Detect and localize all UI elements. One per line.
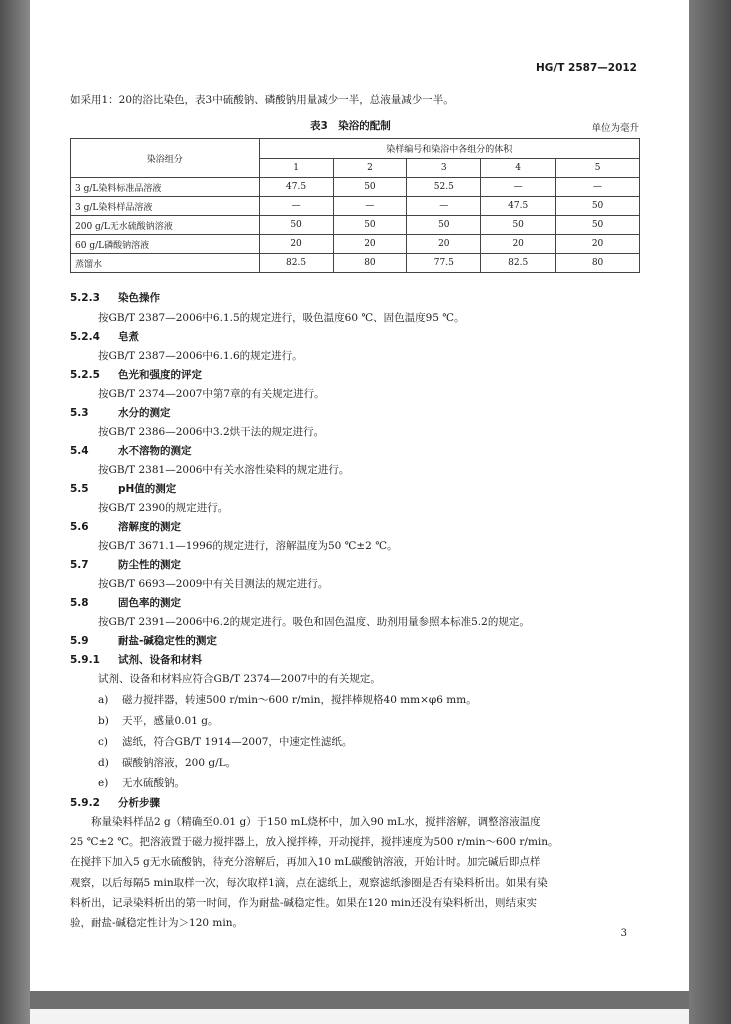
section-number: 5.6 <box>70 521 89 533</box>
section-heading <box>70 633 217 648</box>
column-header: 5 <box>556 159 640 178</box>
section-title: 皂煮 <box>118 331 139 343</box>
section-number: 5.9 <box>70 635 89 647</box>
table-cell: 20 <box>259 235 333 254</box>
list-marker: e) <box>98 777 109 789</box>
scan-right-border <box>689 0 731 1024</box>
section-title: 溶解度的测定 <box>118 521 181 533</box>
table-cell: 20 <box>407 235 481 254</box>
table-cell: 47.5 <box>481 197 556 216</box>
section-title: 防尘性的测定 <box>118 559 181 571</box>
list-marker: d) <box>98 757 109 769</box>
table-cell: 50 <box>556 216 640 235</box>
row-label: 200 g/L无水硫酸钠溶液 <box>71 216 260 235</box>
table-row-header: 染浴组分 <box>71 139 260 178</box>
section-heading <box>70 652 202 667</box>
list-item <box>98 713 218 728</box>
list-text: 碳酸钠溶液，200 g/L。 <box>122 757 237 769</box>
section-number: 5.3 <box>70 407 89 419</box>
section-number: 5.2.5 <box>70 369 100 381</box>
section-body: 按GB/T 2386—2006中3.2烘干法的规定进行。 <box>98 426 325 438</box>
section-number: 5.7 <box>70 559 89 571</box>
row-label: 60 g/L磷酸钠溶液 <box>71 235 260 254</box>
table-cell: 52.5 <box>407 178 481 197</box>
section-number: 5.5 <box>70 483 89 495</box>
table-cell: 77.5 <box>407 254 481 273</box>
page-number: 3 <box>620 928 627 939</box>
table-cell: 50 <box>481 216 556 235</box>
section-title: 染色操作 <box>118 292 160 304</box>
section-number: 5.4 <box>70 445 89 457</box>
table-cell: 20 <box>481 235 556 254</box>
section-title: 水分的测定 <box>118 407 171 419</box>
table-cell: 20 <box>556 235 640 254</box>
paragraph-line: 25 ℃±2 ℃。把溶液置于磁力搅拌器上，放入搅拌棒，开动搅拌，搅拌速度为500 r/min～600 r/min。 <box>70 836 559 849</box>
row-label: 3 g/L染料样品溶液 <box>71 197 260 216</box>
section-heading <box>70 519 181 534</box>
section-body: 按GB/T 2374—2007中第7章的有关规定进行。 <box>98 388 325 400</box>
list-item <box>98 775 185 790</box>
list-item <box>98 692 477 707</box>
section-body: 试剂、设备和材料应符合GB/T 2374—2007中的有关规定。 <box>98 673 381 685</box>
section-title: 分析步骤 <box>118 797 160 809</box>
list-marker: a) <box>98 694 109 706</box>
table-row <box>71 197 640 216</box>
table-cell: 80 <box>556 254 640 273</box>
section-heading <box>70 367 202 382</box>
table-row <box>71 178 640 197</box>
list-item <box>98 734 352 749</box>
table-cell: 20 <box>333 235 407 254</box>
table-cell: 50 <box>407 216 481 235</box>
row-label: 蒸馏水 <box>71 254 260 273</box>
dye-bath-table <box>70 138 640 273</box>
list-marker: b) <box>98 715 109 727</box>
table-title: 表3 染浴的配制 <box>310 120 391 132</box>
list-text: 无水硫酸钠。 <box>122 777 185 789</box>
table-row <box>71 235 640 254</box>
table-cell: 82.5 <box>259 254 333 273</box>
paragraph-line: 验，耐盐-碱稳定性计为＞120 min。 <box>70 917 244 930</box>
row-label: 3 g/L染料标准品溶液 <box>71 178 260 197</box>
section-heading <box>70 557 181 572</box>
column-header: 2 <box>333 159 407 178</box>
analysis-paragraph <box>70 812 654 933</box>
table-cell: 47.5 <box>259 178 333 197</box>
section-heading <box>70 595 181 610</box>
paragraph-line: 料析出，记录染料析出的第一时间，作为耐盐-碱稳定性。如果在120 min还没有染料析出，则结束实 <box>70 896 538 909</box>
paragraph-line: 在搅拌下加入5 g无水硫酸钠，待充分溶解后，再加入10 mL碳酸钠溶液，开始计时。加完碱后即点样 <box>70 856 541 869</box>
section-heading <box>70 290 160 305</box>
list-item <box>98 755 236 770</box>
section-number: 5.9.1 <box>70 654 100 666</box>
table-cell: — <box>556 178 640 197</box>
table-cell: — <box>333 197 407 216</box>
section-number: 5.9.2 <box>70 797 100 809</box>
table-cell: 50 <box>333 178 407 197</box>
column-header: 1 <box>259 159 333 178</box>
table-row <box>71 216 640 235</box>
section-heading <box>70 405 171 420</box>
section-body: 按GB/T 2387—2006中6.1.5的规定进行，吸色温度60 ℃、固色温度95 ℃。 <box>98 312 465 324</box>
section-body: 按GB/T 2390的规定进行。 <box>98 502 229 514</box>
paragraph-line: 观察，以后每隔5 min取样一次，每次取样1滴，点在滤纸上，观察滤纸渗圈是否有染料析出。如果有染 <box>70 876 548 889</box>
table-row <box>71 254 640 273</box>
section-heading <box>70 795 160 810</box>
table-cell: 50 <box>333 216 407 235</box>
section-heading <box>70 443 192 458</box>
section-body: 按GB/T 2381—2006中有关水溶性染料的规定进行。 <box>98 464 350 476</box>
table-cell: — <box>407 197 481 216</box>
list-text: 滤纸，符合GB/T 1914—2007，中速定性滤纸。 <box>122 736 353 748</box>
section-title: 固色率的测定 <box>118 597 181 609</box>
section-body: 按GB/T 2391—2006中6.2的规定进行。吸色和固色温度、助剂用量参照本标准5.2的规定。 <box>98 616 530 628</box>
section-body: 按GB/T 6693—2009中有关目测法的规定进行。 <box>98 578 329 590</box>
scan-left-border <box>0 0 30 1024</box>
section-title: 试剂、设备和材料 <box>118 654 202 666</box>
section-body: 按GB/T 3671.1—1996的规定进行，溶解温度为50 ℃±2 ℃。 <box>98 540 398 552</box>
section-number: 5.2.4 <box>70 331 100 343</box>
section-title: pH值的测定 <box>118 483 177 495</box>
section-title: 水不溶物的测定 <box>118 445 192 457</box>
section-title: 色光和强度的评定 <box>118 369 202 381</box>
column-header: 4 <box>481 159 556 178</box>
table-cell: 80 <box>333 254 407 273</box>
document-page <box>30 0 689 991</box>
intro-paragraph: 如采用1：20的浴比染色，表3中硫酸钠、磷酸钠用量减少一半，总液量减少一半。 <box>70 94 454 106</box>
table-group-header: 染样编号和染浴中各组分的体积 <box>259 139 639 159</box>
next-page-edge <box>30 1009 689 1024</box>
list-text: 天平，感量0.01 g。 <box>122 715 219 727</box>
column-header: 3 <box>407 159 481 178</box>
table-cell: — <box>481 178 556 197</box>
table-cell: 50 <box>556 197 640 216</box>
list-marker: c) <box>98 736 108 748</box>
list-text: 磁力搅拌器，转速500 r/min～600 r/min，搅拌棒规格40 mm×φ6 mm。 <box>122 694 477 706</box>
section-heading <box>70 329 139 344</box>
document-code: HG/T 2587—2012 <box>535 62 637 74</box>
table-cell: 50 <box>259 216 333 235</box>
section-number: 5.8 <box>70 597 89 609</box>
section-title: 耐盐-碱稳定性的测定 <box>118 635 217 647</box>
table-unit: 单位为毫升 <box>591 123 639 134</box>
section-number: 5.2.3 <box>70 292 100 304</box>
section-heading <box>70 481 176 496</box>
paragraph-line: 称量染料样品2 g（精确至0.01 g）于150 mL烧杯中，加入90 mL水，搅拌溶解，调整溶液温度 <box>70 816 541 828</box>
table-cell: 82.5 <box>481 254 556 273</box>
table-cell: — <box>259 197 333 216</box>
section-body: 按GB/T 2387—2006中6.1.6的规定进行。 <box>98 350 303 362</box>
